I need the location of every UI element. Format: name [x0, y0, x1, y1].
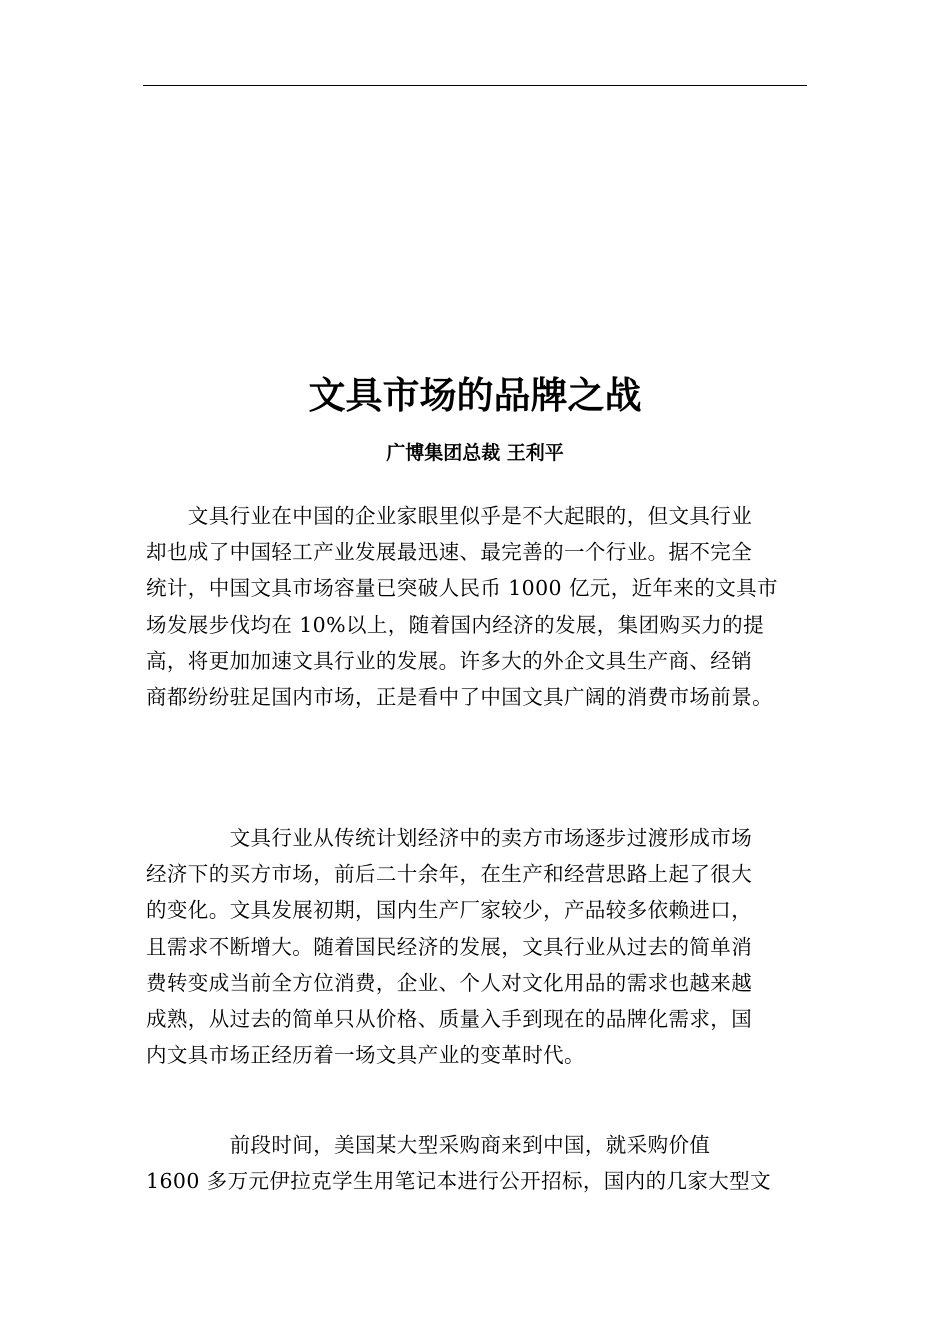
- paragraph-line: 的变化。文具发展初期，国内生产厂家较少，产品较多依赖进口，: [146, 898, 753, 923]
- document-title: 文具市场的品牌之战: [308, 374, 642, 417]
- paragraph-line: 前段时间，美国某大型采购商来到中国，就采购价值: [146, 1133, 711, 1157]
- author-byline: 广博集团总裁 王利平: [386, 442, 564, 464]
- paragraph-line: 经济下的买方市场，前后二十余年，在生产和经营思路上起了很大: [146, 862, 753, 887]
- paragraph-line: 高，将更加加速文具行业的发展。许多大的外企文具生产商、经销: [146, 648, 753, 673]
- paragraph-line: 1600 多万元伊拉克学生用笔记本进行公开招标，国内的几家大型文: [146, 1169, 771, 1194]
- paragraph-2: [146, 820, 808, 1073]
- paragraph-line: 商都纷纷驻足国内市场，正是看中了中国文具广阔的消费市场前景。: [146, 685, 773, 710]
- paragraph-line: 成熟，从过去的简单只从价格、质量入手到现在的品牌化需求，国: [146, 1007, 753, 1032]
- paragraph-line: 文具行业从传统计划经济中的卖方市场逐步过渡形成市场: [146, 826, 753, 850]
- header-rule: [143, 85, 807, 86]
- paragraph-3: [146, 1127, 808, 1199]
- paragraph-line: 费转变成当前全方位消费，企业、个人对文化用品的需求也越来越: [146, 970, 753, 995]
- paragraph-line: 内文具市场正经历着一场文具产业的变革时代。: [146, 1043, 585, 1068]
- paragraph-line: 却也成了中国轻工产业发展最迅速、最完善的一个行业。据不完全: [146, 540, 753, 565]
- paragraph-line: 文具行业在中国的企业家眼里似乎是不大起眼的，但文具行业: [146, 504, 753, 528]
- paragraph-1: [146, 498, 808, 715]
- paragraph-line: 且需求不断增大。随着国民经济的发展，文具行业从过去的简单消: [146, 934, 753, 959]
- paragraph-line: 场发展步伐均在 10%以上，随着国内经济的发展，集团购买力的提: [146, 612, 764, 637]
- paragraph-line: 统计，中国文具市场容量已突破人民币 1000 亿元，近年来的文具市: [146, 576, 778, 601]
